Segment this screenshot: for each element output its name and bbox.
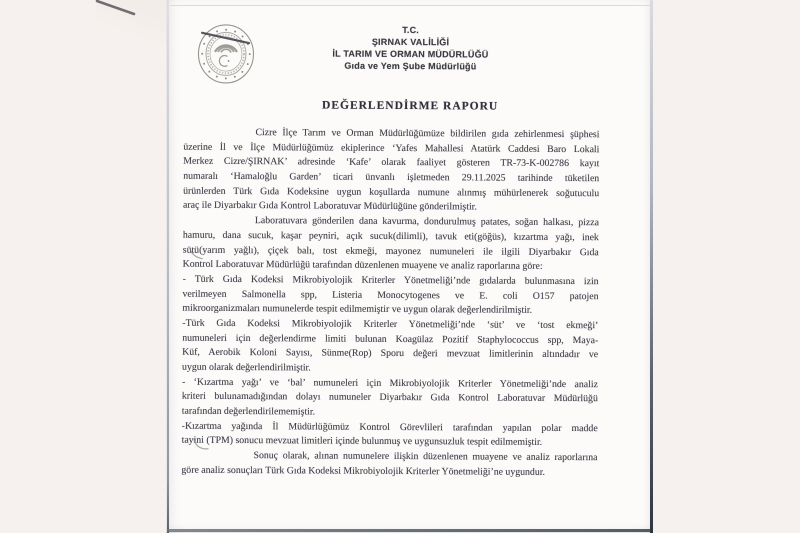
text-line: - ‘Kızartma yağı’ ve ‘bal’ numuneleri için Mikrobiyolojik Kriterler Yönetmeliği’nde analiz xyxy=(181,376,598,390)
text-line: Laboratuvara gönderilen dana kavurma, dondurulmuş patates, soğan halkası, pizza xyxy=(254,215,599,229)
pen-curve-mark-2 xyxy=(194,439,209,449)
text-line: -Kızartma yağında İl Müdürlüğümüz Kontrol Görevlileri tarafından yapılan polar madde xyxy=(181,420,598,434)
text-line: üzerine İl ve İlçe Müdürlüğümüz ekiplerince ‘Yafes Mahallesi Atatürk Caddesi Baro Lokali xyxy=(183,141,600,155)
text-line: numuneleri için değerlendirme limiti bulunan Koagülaz Pozitif Staphylococcus spp, Maya- xyxy=(182,332,599,346)
text-line: Küf, Aerobik Koloni Sayısı, Sünme(Rop) Sporu değeri mevzuat limitlerinin altındadır ve xyxy=(182,346,599,361)
text-line: hamuru, dana sucuk, kaşar peyniri, açık sucuk(dilimli), tavuk eti(göğüs), kızartma yağı, inek xyxy=(182,229,599,244)
text-line: Merkez Cizre/ŞIRNAK’ adresinde ‘Kafe’ olarak faaliyet gösteren TR-73-K-002786 kayıt xyxy=(183,156,600,170)
letterhead-directorate: İL TARIM VE ORMAN MÜDÜRLÜĞÜ xyxy=(332,48,489,60)
text-line: mikroorganizmaları numunelerde tespit edilmemiştir ve uygun olarak değerlendirilmiştir. xyxy=(182,302,533,317)
text-line: tarafından değerlendirilememiştir. xyxy=(181,405,316,418)
text-line: tayini (TPM) sonucu mevzuat limitleri içinde bulunmuş ve uygunsuzluk tespit edilmemiştir. xyxy=(181,435,543,449)
text-line: göre analiz sonuçları Türk Gıda Kodeksi Mikrobiyolojik Kriterler Yönetmeliği’ne uygundur. xyxy=(181,464,545,478)
text-line: Sonuç olarak, alınan numunelere ilişkin düzenlenen muayene ve analiz raporlarına xyxy=(253,450,598,464)
text-line: - Türk Gıda Kodeksi Mikrobiyolojik Kriterler Yönetmeliği’nde gıdalarda bulunmasına izin xyxy=(182,273,599,288)
text-line: ürünlerden Türk Gıda Kodeksine uygun koşullarda numune alınmış mühürlenerek soğutuculu xyxy=(183,185,600,199)
text-line: numaralı ‘Hamaloğlu Garden’ ticari ünvanlı işletmeden 29.11.2025 tarihinde tüketilen xyxy=(183,170,600,185)
text-line: Kontrol Laboratuvar Müdürlüğü tarafından düzenlenen muayene ve analiz raporlarına göre: xyxy=(182,258,543,273)
text-line: Cizre İlçe Tarım ve Orman Müdürlüğümüze bildirilen gıda zehirlenmesi şüphesi xyxy=(255,127,600,141)
document-title: DEĞERLENDİRME RAPORU xyxy=(322,99,499,113)
text-line: sütü(yarım yağlı), çiçek balı, tost ekmeği, mayonez numuneleri ile ilgili Diyarbakır Gıda xyxy=(182,244,599,258)
text-line: uygun olarak değerlendirilmiştir. xyxy=(182,361,311,374)
letterhead-branch: Gıda ve Yem Şube Müdürlüğü xyxy=(344,60,477,72)
letterhead-governorship: ŞIRNAK VALİLİĞİ xyxy=(371,36,450,48)
text-line: araç ile Diyarbakır Gıda Kontrol Laboratuvar Müdürlüğüne gönderilmiştir. xyxy=(183,200,477,213)
letterhead-tc: T.C. xyxy=(402,25,420,36)
text-line: verilmeyen Salmonella spp, Listeria Monocytogenes ve E. coli O157 patojen xyxy=(182,288,599,302)
text-line: kriteri bulunamadığından dolayı numuneler Diyarbakır Gıda Kontrol Laboratuvar Müdürlüğü xyxy=(181,391,598,405)
pen-curve-mark-1 xyxy=(190,248,203,259)
text-line: -Türk Gıda Kodeksi Mikrobiyolojik Kriterler Yönetmeliği’nde ‘süt’ ve ‘tost ekmeği’ xyxy=(182,317,599,332)
